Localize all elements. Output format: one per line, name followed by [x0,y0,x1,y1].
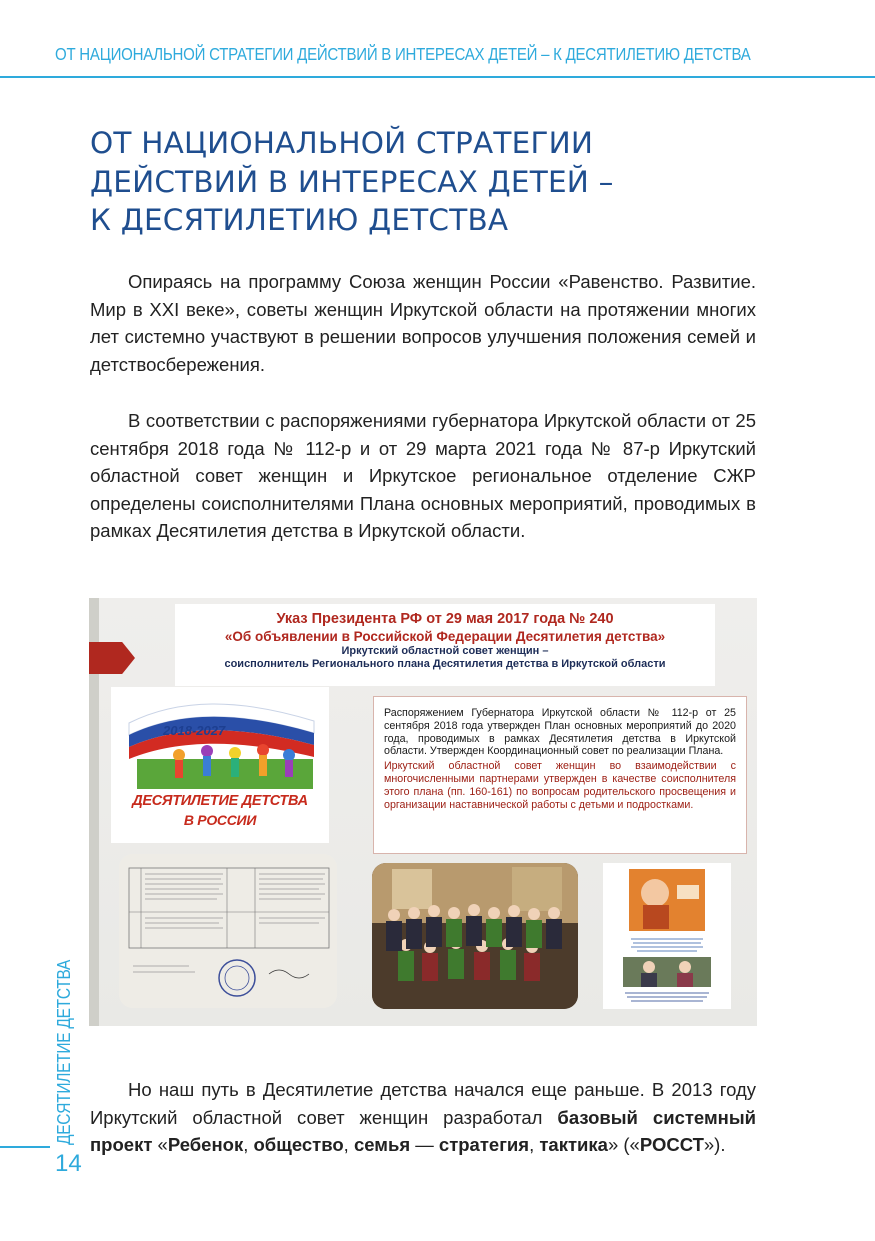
title-line-1: ОТ НАЦИОНАЛЬНОЙ СТРАТЕГИИ [90,126,594,160]
paragraph-2: В соответствии с распоряжениями губернатора Иркутской области от 25 сентября 2018 года № 112-р и от 29 марта 2021 года № 87-р Иркутский областной совет женщин и Иркутское региональное отделение СЖР определены соисполнителями Плана основных мероприятий, проводимых в рамках Десятилетия детства в Иркутской области. [90,410,756,541]
paragraph-3-text-f: , [529,1134,540,1155]
paragraph-1: Опираясь на программу Союза женщин России «Равенство. Развитие. Мир в XXI веке», советы женщин Иркутской области на протяжении многих лет системно участвуют в решении вопросов улучшения положения семей и детствосбережения. [90,271,756,375]
order-text: Распоряжением Губернатора Иркутской области № 112-р от 25 сентября 2018 года утвержден План основных мероприятий до 2020 года, проводимых в рамках Десятилетия детства в Иркутской области. Утвержден Координационный совет по реализации Плана. [384,707,736,758]
poster-image [603,863,731,1009]
paragraph-3-bold-d: семья [353,1134,411,1155]
decree-banner [175,604,715,686]
document-photo [119,854,337,1008]
page-number-rule [0,1146,50,1148]
paragraph-3-bold-a: базовый системный проект [90,1106,756,1155]
document-scan-image [119,854,337,1008]
logo-title-2: В РОССИИ [183,812,257,828]
paragraph-3-bold-g: РОССТ [639,1134,704,1155]
group-photo-image [372,863,578,1009]
paragraph-3-bold-f: тактика [539,1134,608,1155]
paragraph-3 [90,1076,756,1159]
paragraph-3-text-b: « [152,1134,168,1155]
paragraph-3-text-g: » (« [607,1134,640,1155]
decree-line-2: «Об объявлении в Российской Федерации Десятилетия детства» [224,629,666,644]
paragraph-3-text-d: , [343,1134,354,1155]
decree-line-4: соисполнитель Регионального плана Десятилетия детства в Иркутской области [224,658,666,670]
page-number: 14 [55,1150,82,1177]
group-photo [372,863,578,1009]
red-arrow-tab [89,642,135,674]
paragraph-3-text-h: »). [703,1134,726,1155]
order-text-box [373,696,747,854]
title-line-3: К ДЕСЯТИЛЕТИЮ ДЕТСТВА [90,203,509,237]
paragraph-3-text-e: — [410,1134,439,1155]
decade-logo [111,687,329,843]
collage-figure [89,598,757,1026]
title-line-2: ДЕЙСТВИЙ В ИНТЕРЕСАХ ДЕТЕЙ – [90,164,614,199]
flag-illustration [119,693,323,793]
paragraph-3-bold-e: стратегия [438,1134,530,1155]
paragraph-3-bold-b: Ребенок [167,1134,244,1155]
page-title [90,124,730,240]
poster-photo [603,863,731,1009]
order-text-red: Иркутский областной совет женщин во взаимодействии с многочисленными партнерами утвержден в качестве соисполнителя этого плана (пп. 160-161) по вопросам родительского просвещения и организации наставнической работы с детьми и подростками. [384,760,736,811]
decree-line-3: Иркутский областной совет женщин – [341,645,549,657]
logo-years: 2018-2027 [163,723,226,738]
decree-line-1: Указ Президента РФ от 29 мая 2017 года № 240 [276,611,614,627]
header-rule [0,76,875,78]
paragraph-3-text-c: , [243,1134,254,1155]
side-running-label: ДЕСЯТИЛЕТИЕ ДЕТСТВА [54,959,74,1145]
paragraph-3-bold-c: общество [253,1134,344,1155]
paragraph-3-text-a: Но наш путь в Десятилетие детства начался еще раньше. В 2013 году Иркутский областной совет женщин разработал [90,1079,756,1128]
running-header: ОТ НАЦИОНАЛЬНОЙ СТРАТЕГИИ ДЕЙСТВИЙ В ИНТЕРЕСАХ ДЕТЕЙ – К ДЕСЯТИЛЕТИЮ ДЕТСТВА [55,44,751,64]
logo-title-1: ДЕСЯТИЛЕТИЕ ДЕТСТВА [132,793,308,809]
